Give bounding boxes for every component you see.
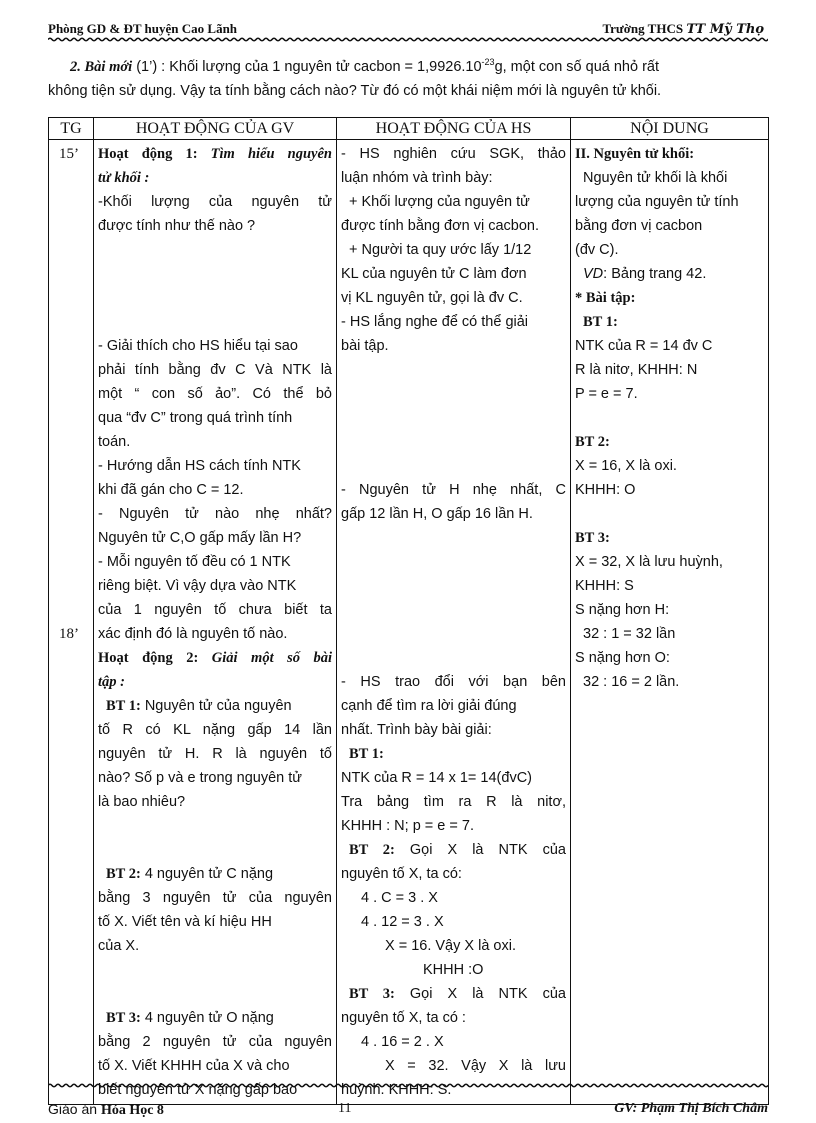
gv-line: -Khối lượng của nguyên tử	[98, 194, 332, 210]
hs-cell	[337, 140, 571, 1105]
lesson-intro	[48, 50, 768, 103]
gv-line: là bao nhiêu?	[98, 794, 186, 810]
nd-line: (đv C).	[575, 242, 619, 258]
nd-bt1: BT 1:	[583, 314, 618, 330]
tg-cell	[49, 140, 94, 1105]
nd-line: bằng đơn vị cacbon	[575, 218, 703, 234]
hs-line: được tính bằng đơn vị cacbon.	[341, 218, 540, 234]
hs-bt2-label: BT 2:	[349, 842, 395, 858]
gv-hd1-label: Hoạt động 1:	[98, 146, 211, 162]
hs-line: huỳnh. KHHH: S.	[341, 1082, 452, 1098]
nd-line: S nặng hơn O:	[575, 650, 670, 666]
hs-line: nhất. Trình bày bài giải:	[341, 722, 492, 738]
page-number: 11	[338, 1101, 352, 1116]
gv-line: - Nguyên tử nào nhẹ nhất?	[98, 506, 332, 522]
gv-bt1-label: BT 1:	[106, 698, 141, 714]
gv-hd2-title-2: tập :	[98, 674, 125, 690]
col-header-tg: TG	[49, 118, 94, 140]
gv-line: - Giải thích cho HS hiểu tại sao	[98, 338, 298, 354]
hs-line: - HS trao đổi với bạn bên	[341, 674, 566, 690]
gv-bt3-text: 4 nguyên tử O nặng	[140, 1010, 274, 1026]
gv-line: - Hướng dẫn HS cách tính NTK	[98, 458, 301, 474]
footer-wavy-rule	[48, 1083, 768, 1089]
footer-subject-name: Hóa Học 8	[100, 1103, 164, 1118]
gv-cell	[94, 140, 337, 1105]
gv-line: qua “đv C” trong quá trình tính	[98, 410, 293, 426]
gv-bt2-label: BT 2:	[106, 866, 141, 882]
nd-line: lượng của nguyên tử tính	[575, 194, 739, 210]
page-header	[48, 21, 768, 37]
header-department: Phòng GD & ĐT huyện Cao Lãnh	[48, 21, 238, 36]
gv-line: - Mỗi nguyên tố đều có 1 NTK	[98, 554, 291, 570]
nd-title: II. Nguyên tử khối:	[575, 146, 695, 162]
gv-line: xác định đó là nguyên tố nào.	[98, 626, 288, 642]
hs-line: - Nguyên tử H nhẹ nhất, C	[341, 482, 566, 498]
hs-bt3-label: BT 3:	[349, 986, 395, 1002]
gv-line: bằng 2 nguyên tử của nguyên	[98, 1034, 332, 1050]
gv-bt2-text: 4 nguyên tử C nặng	[140, 866, 274, 882]
nd-line: X = 16, X là oxi.	[575, 458, 677, 474]
hs-line: + Người ta quy ước lấy 1/12	[349, 242, 532, 258]
gv-line: toán.	[98, 434, 131, 450]
nd-line: KHHH: O	[575, 482, 636, 498]
footer-subject-prefix: Giáo án	[48, 1101, 101, 1117]
nd-bt3: BT 3:	[575, 530, 610, 546]
gv-line: nào? Số p và e trong nguyên tử	[98, 770, 302, 786]
gv-line: của 1 nguyên tố chưa biết ta	[98, 602, 332, 618]
gv-line: của X.	[98, 938, 140, 954]
nd-vd-label: VD	[583, 266, 604, 282]
nd-line: R là nitơ, KHHH: N	[575, 362, 698, 378]
nd-line: 32 : 16 = 2 lần.	[583, 674, 680, 690]
tg-activity-2: 18’	[59, 626, 79, 642]
hs-line: 4 . 12 = 3 . X	[361, 914, 444, 930]
gv-line: Nguyên tử C,O gấp mấy lần H?	[98, 530, 302, 546]
header-school-prefix: Trường THCS	[602, 21, 687, 36]
hs-line: - HS lắng nghe để có thể giải	[341, 314, 529, 330]
header-school	[602, 21, 764, 37]
hs-bt1-label: BT 1:	[349, 746, 384, 762]
hs-line: nguyên tố X, ta có :	[341, 1010, 466, 1026]
gv-hd1-title: Tìm hiểu nguyên	[210, 146, 332, 162]
gv-line: biết nguyên tử X nặng gấp bao	[98, 1082, 298, 1098]
hs-line: KHHH :O	[423, 962, 484, 978]
gv-line: khi đã gán cho C = 12.	[98, 482, 244, 498]
col-header-hs: HOẠT ĐỘNG CỦA HS	[337, 118, 571, 140]
hs-line: X = 32. Vậy X là lưu	[385, 1058, 566, 1074]
page-footer	[48, 1101, 768, 1119]
hs-line: 4 . C = 3 . X	[361, 890, 438, 906]
gv-line: bằng 3 nguyên tử của nguyên	[98, 890, 332, 906]
hs-line: gấp 12 lần H, O gấp 16 lần H.	[341, 506, 533, 522]
intro-exponent: -23	[481, 57, 495, 67]
hs-line: cạnh để tìm ra lời giải đúng	[341, 698, 517, 714]
hs-line: bài tập.	[341, 338, 389, 354]
hs-line: Tra bảng tìm ra R là nitơ,	[341, 794, 566, 810]
col-header-gv: HOẠT ĐỘNG CỦA GV	[94, 118, 337, 140]
gv-line: một “ con số ảo”. Có thể bỏ	[98, 386, 332, 402]
nd-line: 32 : 1 = 32 lần	[583, 626, 676, 642]
gv-line: được tính như thế nào ?	[98, 218, 256, 234]
nd-line: Nguyên tử khối là khối	[583, 170, 728, 186]
gv-hd1-title-2: tử khối :	[98, 170, 150, 186]
hs-line: NTK của R = 14 x 1= 14(đvC)	[341, 770, 532, 786]
footer-teacher: GV: Phạm Thị Bích Châm	[614, 1101, 768, 1116]
hs-line: X = 16. Vậy X là oxi.	[385, 938, 516, 954]
nd-bt2: BT 2:	[575, 434, 610, 450]
hs-line: vị KL nguyên tử, gọi là đv C.	[341, 290, 523, 306]
gv-bt3-label: BT 3:	[106, 1010, 141, 1026]
nd-line: P = e = 7.	[575, 386, 638, 402]
nd-line: KHHH: S	[575, 578, 634, 594]
hs-line: - HS nghiên cứu SGK, thảo	[341, 146, 566, 162]
hs-line: KHHH : N; p = e = 7.	[341, 818, 474, 834]
header-school-name: TT Mỹ Thọ	[686, 22, 764, 37]
gv-hd2-label: Hoạt động 2:	[98, 650, 212, 666]
col-header-nd: NỘI DUNG	[571, 118, 769, 140]
hs-bt3-text: Gọi X là NTK của	[394, 986, 566, 1002]
intro-text-a: : Khối lượng của 1 nguyên tử cacbon = 1,9926.10	[157, 58, 482, 75]
nd-line: X = 32, X là lưu huỳnh,	[575, 554, 723, 570]
gv-line: tố X. Viết KHHH của X và cho	[98, 1058, 290, 1074]
hs-line: luận nhóm và trình bày:	[341, 170, 493, 186]
nd-cell	[571, 140, 769, 1105]
lesson-table	[48, 117, 769, 1105]
hs-line: nguyên tố X, ta có:	[341, 866, 462, 882]
footer-subject	[48, 1101, 164, 1119]
nd-line: NTK của R = 14 đv C	[575, 338, 713, 354]
gv-line: phải tính bằng đv C Và NTK là	[98, 362, 332, 378]
gv-line: tố X. Viết tên và kí hiệu HH	[98, 914, 272, 930]
gv-bt1-text: Nguyên tử của nguyên	[140, 698, 292, 714]
table-header-row	[49, 118, 769, 140]
gv-hd2-title: Giải một số bài	[211, 650, 332, 666]
gv-line: riêng biệt. Vì vậy dựa vào NTK	[98, 578, 297, 594]
intro-text-b: g, một con số quá nhỏ rất	[494, 58, 659, 75]
intro-section-label: 2. Bài mới	[70, 58, 133, 75]
nd-bt-title: * Bài tập:	[575, 290, 636, 306]
header-wavy-rule	[48, 37, 768, 43]
hs-line: KL của nguyên tử C làm đơn	[341, 266, 527, 282]
hs-line: 4 . 16 = 2 . X	[361, 1034, 444, 1050]
intro-time: (1’)	[132, 58, 158, 75]
tg-activity-1: 15’	[59, 146, 79, 162]
nd-vd-text: : Bảng trang 42.	[603, 266, 707, 282]
table-body-row	[49, 140, 769, 1105]
hs-bt2-text: Gọi X là NTK của	[394, 842, 566, 858]
nd-line: S nặng hơn H:	[575, 602, 670, 618]
gv-line: nguyên tử H. R là nguyên tố	[98, 746, 332, 762]
gv-line: tố R có KL nặng gấp 14 lần	[98, 722, 332, 738]
intro-line-2: không tiện sử dụng. Vậy ta tính bằng cách nào? Từ đó có một khái niệm mới là nguyên tử khối.	[48, 82, 662, 99]
hs-line: + Khối lượng của nguyên tử	[349, 194, 530, 210]
